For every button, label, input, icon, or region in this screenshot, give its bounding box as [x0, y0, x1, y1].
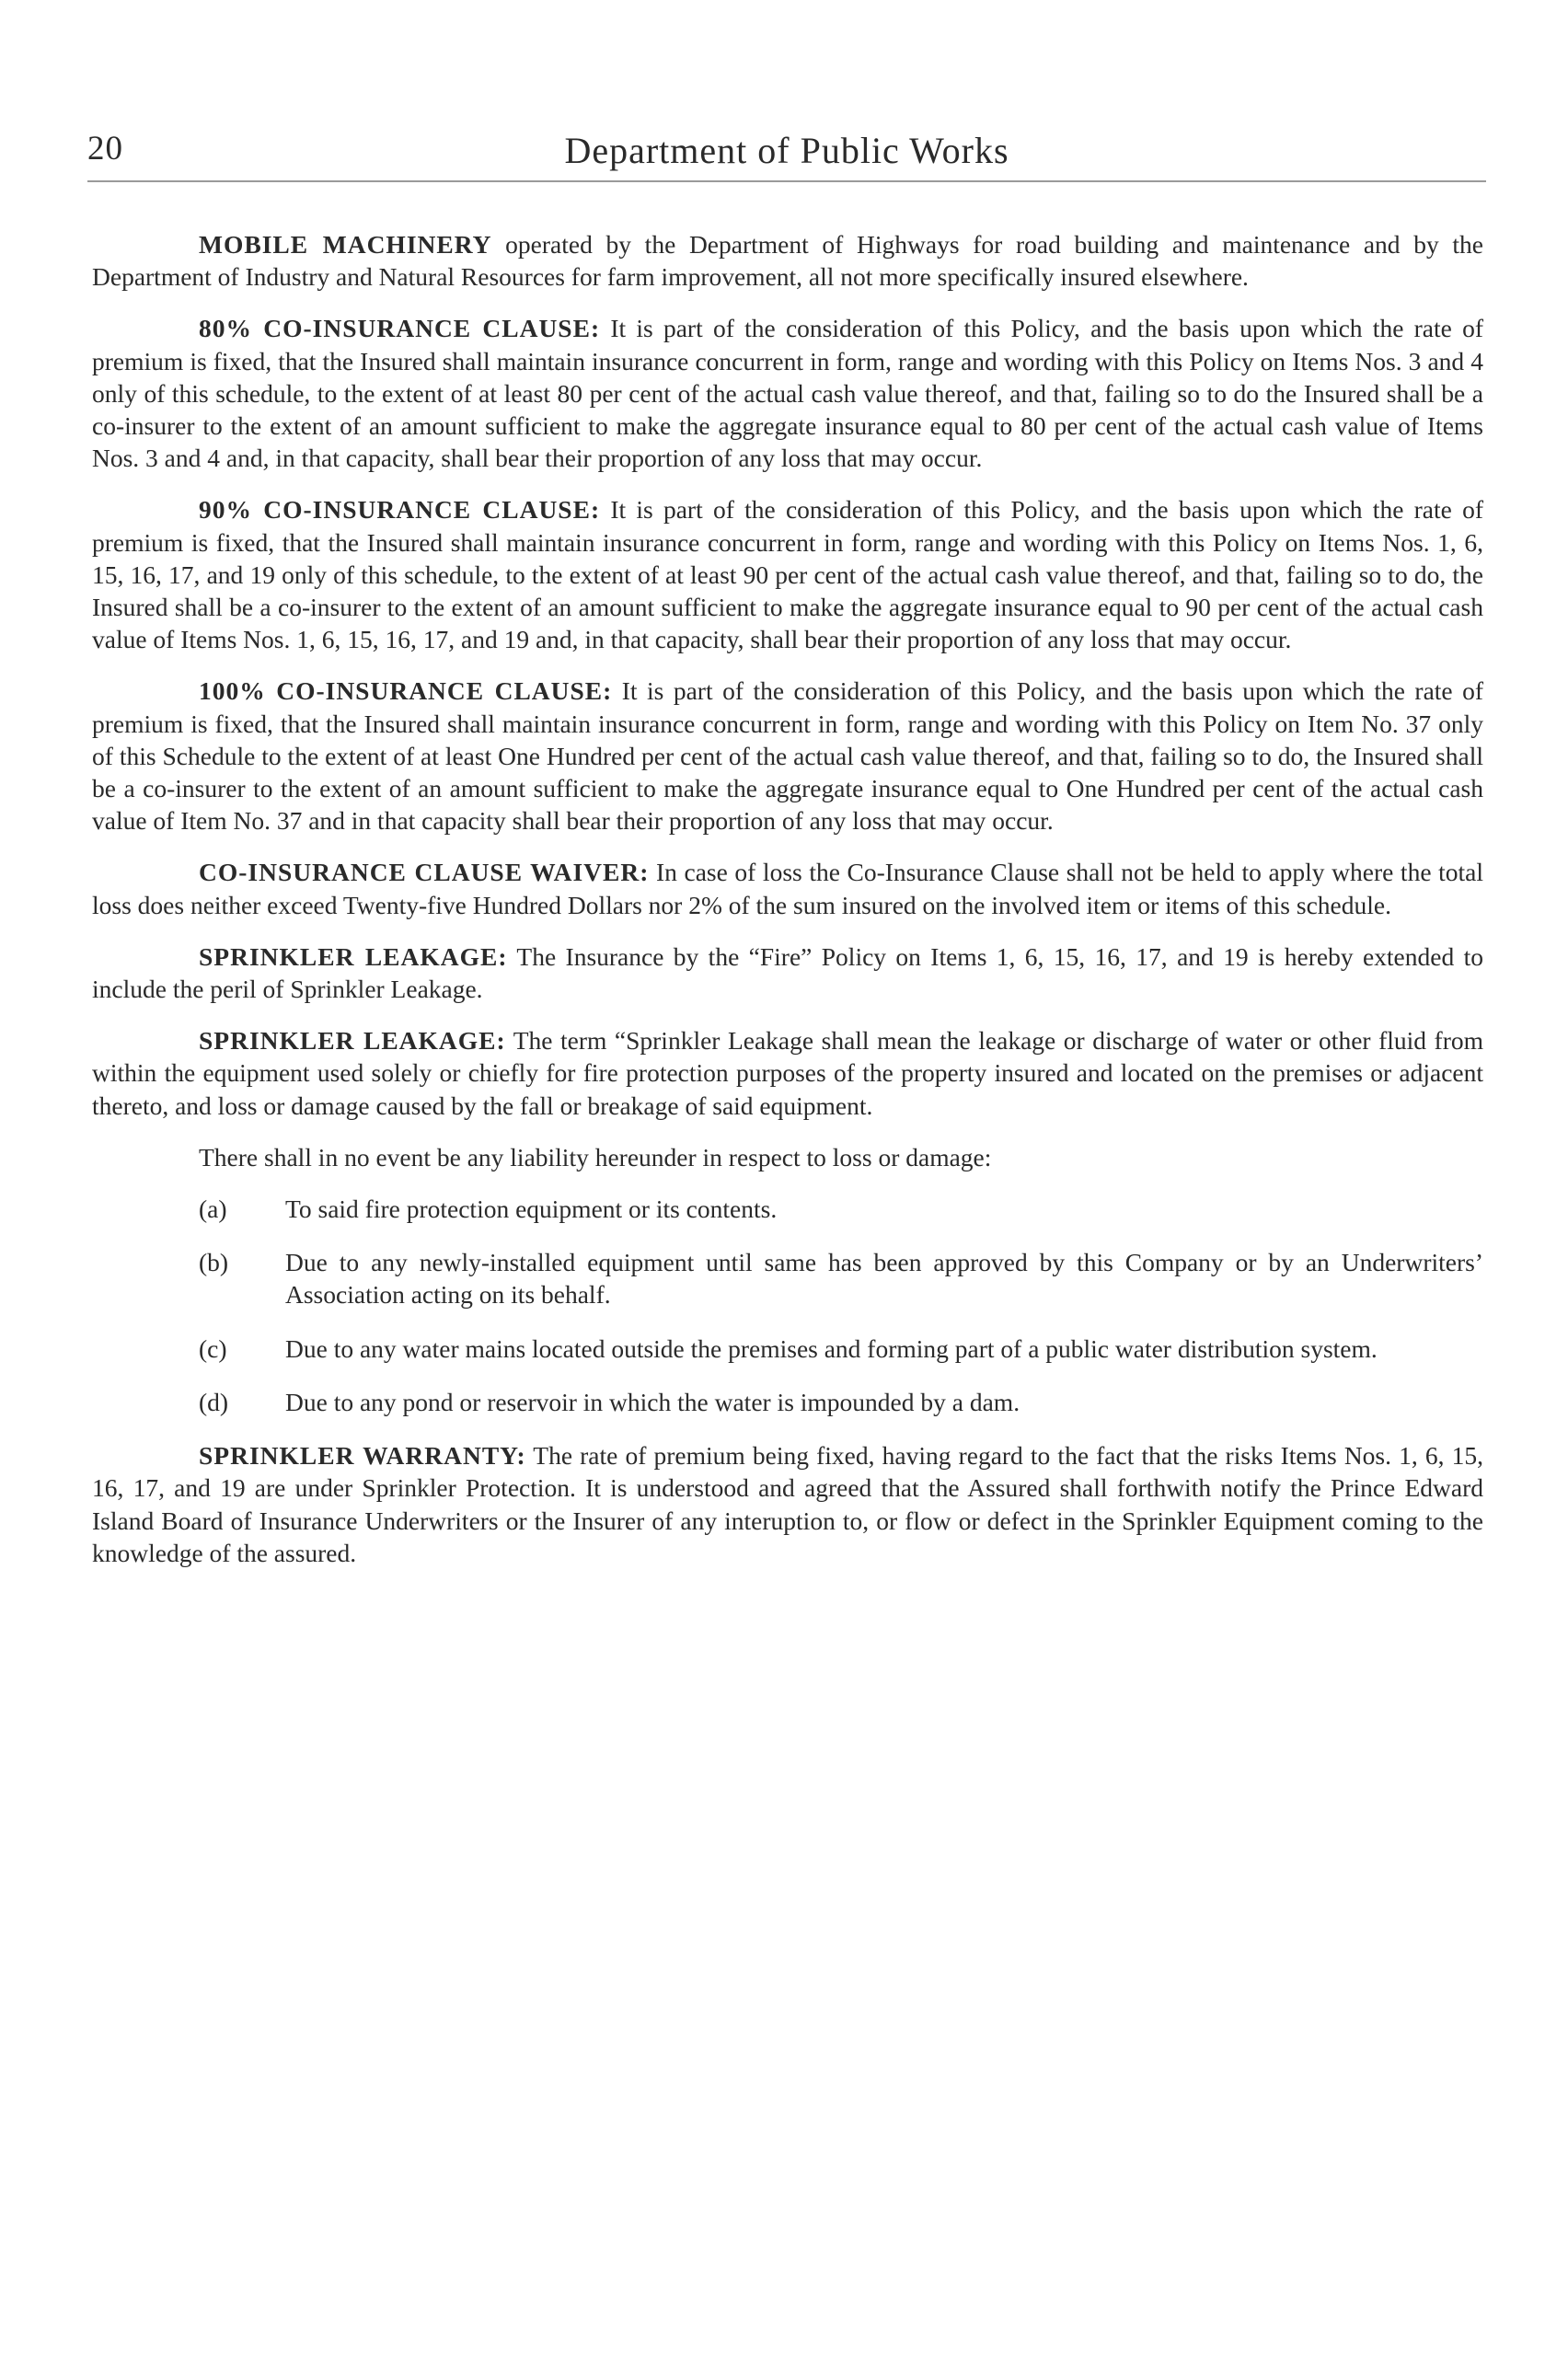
- list-item-text: Due to any newly-installed equipment until same has been approved by this Company or by an Underwriters’ Association acting on its behalf.: [285, 1248, 1483, 1310]
- paragraph-heading: CO-INSURANCE CLAUSE WAIVER:: [199, 858, 650, 887]
- paragraph-text: It is part of the consideration of this Policy, and the basis upon which the rate of premium is fixed, that the Insured shall maintain insurance concurrent in form, range and wording with this Policy on Item No. 37 only of this Schedule to the extent of at least One Hundred per cent of the actual cash value thereof, and that, failing so to do, the Insured shall be a co-insurer to the extent of an amount sufficient to make the aggregate insurance equal to One Hundred per cent of the actual cash value of Item No. 37 and in that capacity shall bear their proportion of any loss that may occur.: [92, 676, 1484, 836]
- paragraph-sprinkler-leakage-definition: [92, 1024, 1483, 1122]
- paragraph-heading: 80% CO-INSURANCE CLAUSE:: [199, 314, 601, 343]
- paragraph-heading: 100% CO-INSURANCE CLAUSE:: [199, 676, 613, 706]
- list-item-c: [92, 1333, 1483, 1365]
- list-item-text: To said fire protection equipment or its contents.: [285, 1195, 778, 1224]
- paragraph-text: It is part of the consideration of this Policy, and the basis upon which the rate of premium is fixed, that the Insured shall maintain insurance concurrent in form, range and wording with this Policy on Items Nos. 1, 6, 15, 16, 17, and 19 only of this schedule, to the extent of at least 90 per cent of the actual cash value thereof, and that, failing so to do, the Insured shall be a co-insurer to the extent of an amount sufficient to make the aggregate insurance equal to 90 per cent of the actual cash value of Items Nos. 1, 6, 15, 16, 17, and 19 and, in that capacity, shall bear their proportion of any loss that may occur.: [92, 495, 1483, 654]
- paragraph-text: The rate of premium being fixed, having regard to the fact that the risks Items Nos. 1, 6, 15, 16, 17, and 19 are under Sprinkler Protection. It is understood and agreed that the Assured shall forthwith notify the Prince Edward Island Board of Insurance Underwriters or the Insurer of any interuption to, or flow or defect in the Sprinkler Equipment coming to the knowledge of the assured.: [92, 1441, 1483, 1567]
- paragraph-text: The term “Sprinkler Leakage shall mean the leakage or discharge of water or other fluid from within the equipment used solely or chiefly for fire protection purposes of the property insured and located on the premises or adjacent thereto, and loss or damage caused by the fall or breakage of said equipment.: [92, 1026, 1484, 1120]
- paragraph-80-coinsurance: [92, 312, 1483, 474]
- page-number: 20: [87, 130, 123, 167]
- paragraph-text: operated by the Department of Highways for road building and maintenance and by the Department of Industry and Natural Resources for farm improvement, all not more specifically insured elsewhere.: [92, 230, 1483, 292]
- paragraph-mobile-machinery: [92, 228, 1483, 293]
- paragraph-text: It is part of the consideration of this Policy, and the basis upon which the rate of premium is fixed, that the Insured shall maintain insurance concurrent in form, range and wording with this Policy on Items Nos. 3 and 4 only of this schedule, to the extent of at least 80 per cent of the actual cash value thereof, and that, failing so to do the Insured shall be a co-insurer to the extent of an amount sufficient to make the aggregate insurance equal to 80 per cent of the actual cash value of Items Nos. 3 and 4 and, in that capacity, shall bear their proportion of any loss that may occur.: [92, 314, 1483, 473]
- list-item-label: (a): [199, 1195, 227, 1224]
- paragraph-heading: 90% CO-INSURANCE CLAUSE:: [199, 495, 601, 525]
- list-item-d: [92, 1386, 1483, 1418]
- paragraph-90-coinsurance: [92, 493, 1483, 655]
- list-item-text: Due to any pond or reservoir in which the water is impounded by a dam.: [285, 1387, 1020, 1416]
- paragraph-coinsurance-waiver: [92, 856, 1483, 920]
- header-rule: [87, 180, 1486, 182]
- list-intro: There shall in no event be any liability hereunder in respect to loss or damage:: [199, 1142, 992, 1171]
- list-item-b: [92, 1246, 1483, 1310]
- running-title: Department of Public Works: [564, 130, 1009, 171]
- paragraph-sprinkler-leakage-extension: [92, 941, 1483, 1005]
- paragraph-heading: SPRINKLER LEAKAGE:: [199, 1026, 506, 1056]
- paragraph-heading: MOBILE MACHINERY: [199, 230, 492, 259]
- list-item-a: [92, 1193, 1483, 1225]
- document-body: [92, 228, 1483, 1588]
- page-header: [87, 129, 1486, 175]
- paragraph-heading: SPRINKLER LEAKAGE:: [199, 941, 508, 971]
- paragraph-100-coinsurance: [92, 675, 1483, 837]
- list-item-label: (c): [199, 1333, 227, 1363]
- paragraph-sprinkler-warranty: [92, 1439, 1483, 1569]
- list-item-label: (d): [199, 1387, 229, 1416]
- paragraph-text: The Insurance by the “Fire” Policy on Items 1, 6, 15, 16, 17, and 19 is hereby extended to include the peril of Sprinkler Leakage.: [92, 941, 1483, 1004]
- list-item-text: Due to any water mains located outside the premises and forming part of a public water distribution system.: [285, 1333, 1378, 1363]
- list-item-label: (b): [199, 1248, 229, 1277]
- paragraph-heading: SPRINKLER WARRANTY:: [199, 1441, 526, 1471]
- paragraph-text: In case of loss the Co-Insurance Clause shall not be held to apply where the total loss does neither exceed Twenty-five Hundred Dollars nor 2% of the sum insured on the involved item or items of this schedule.: [92, 858, 1484, 919]
